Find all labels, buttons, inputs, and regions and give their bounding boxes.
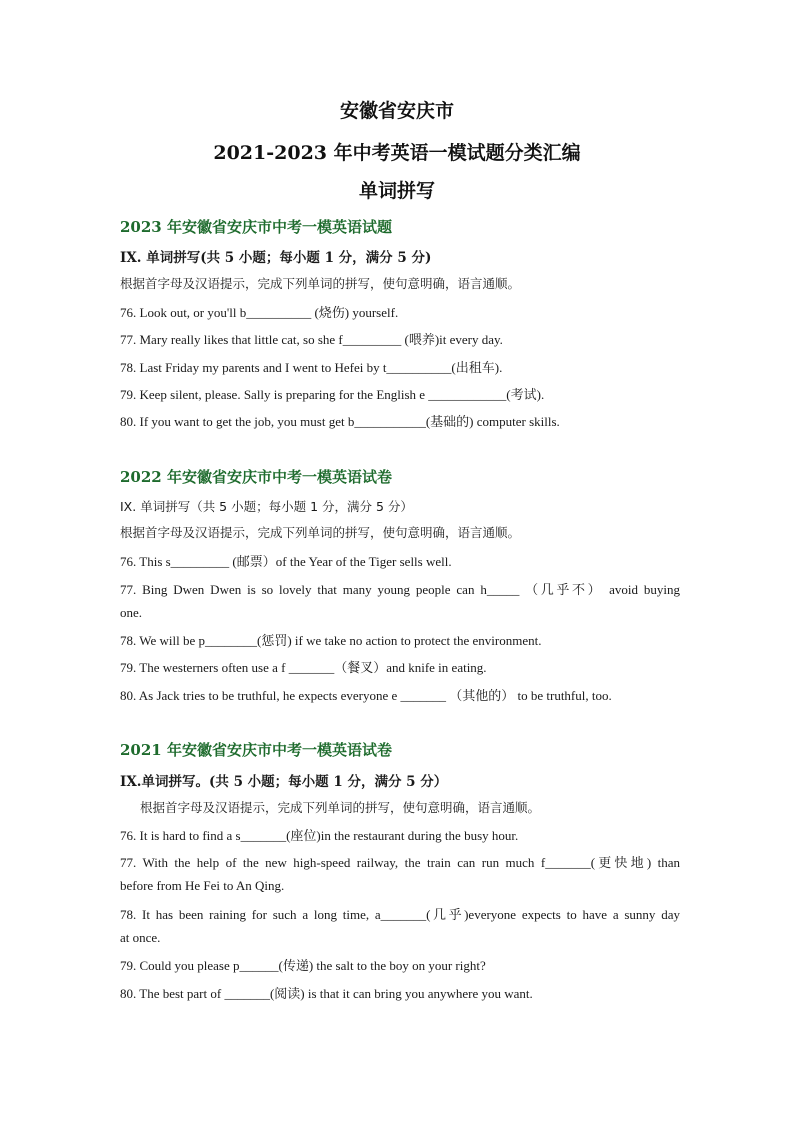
question-item: 76. It is hard to find a s_______(座位)in the restaurant during the busy hour. — [120, 828, 519, 843]
section-part-2022: IX. 单词拼写（共 5 小题；每小题 1 分，满分 5 分） — [120, 499, 413, 514]
section-instruction-2023: 根据首字母及汉语提示，完成下列单词的拼写，使句意明确，语言通顺。 — [120, 276, 521, 291]
section-part-2023: IX. 单词拼写(共 5 小题；每小题 1 分，满分 5 分) — [120, 250, 432, 266]
question-item: 77. Mary really likes that little cat, so she f_________ (喂养)it every day. — [120, 332, 503, 347]
section-instruction-2021: 根据首字母及汉语提示，完成下列单词的拼写，使句意明确，语言通顺。 — [140, 800, 541, 815]
question-item: 76. This s_________ (邮票）of the Year of the Tiger sells well. — [120, 554, 452, 569]
question-item-continued: before from He Fei to An Qing. — [120, 878, 285, 893]
question-item: 77. With the help of the new high-speed railway, the train can run much f_______(更快地) than — [120, 855, 680, 870]
doc-title-main: 2021-2023 年中考英语一模试题分类汇编 — [213, 142, 581, 164]
question-item: 79. Could you please p______(传递) the salt to the boy on your right? — [120, 958, 486, 973]
section-heading-2022: 2022 年安徽省安庆市中考一模英语试卷 — [120, 468, 392, 486]
question-item: 78. It has been raining for such a long time, a_______(几乎)everyone expects to have a sunny day — [120, 907, 680, 922]
section-heading-2023: 2023 年安徽省安庆市中考一模英语试题 — [120, 218, 392, 236]
question-item-continued: at once. — [120, 930, 161, 945]
section-instruction-2022: 根据首字母及汉语提示，完成下列单词的拼写，使句意明确，语言通顺。 — [120, 525, 521, 540]
question-item: 78. Last Friday my parents and I went to Hefei by t__________(出租车). — [120, 360, 503, 375]
question-item: 80. As Jack tries to be truthful, he expects everyone e _______ （其他的） to be truthful, too. — [120, 688, 612, 703]
question-item: 80. The best part of _______(阅读) is that it can bring you anywhere you want. — [120, 986, 533, 1001]
question-item: 77. Bing Dwen Dwen is so lovely that many young people can h_____ （几乎不） avoid buying — [120, 582, 680, 597]
question-item: 79. Keep silent, please. Sally is preparing for the English e ____________(考试). — [120, 387, 545, 402]
question-item: 80. If you want to get the job, you must get b___________(基础的) computer skills. — [120, 414, 560, 429]
question-item-continued: one. — [120, 605, 143, 620]
question-item: 79. The westerners often use a f _______（餐叉）and knife in eating. — [120, 660, 487, 675]
question-item: 76. Look out, or you'll b__________ (烧伤) yourself. — [120, 305, 399, 320]
doc-title-province: 安徽省安庆市 — [339, 100, 454, 122]
doc-title-topic: 单词拼写 — [358, 180, 435, 202]
section-heading-2021: 2021 年安徽省安庆市中考一模英语试卷 — [120, 741, 392, 759]
section-part-2021: IX.单词拼写。(共 5 小题；每小题 1 分，满分 5 分） — [120, 774, 448, 790]
question-item: 78. We will be p________(惩罚) if we take no action to protect the environment. — [120, 633, 542, 648]
